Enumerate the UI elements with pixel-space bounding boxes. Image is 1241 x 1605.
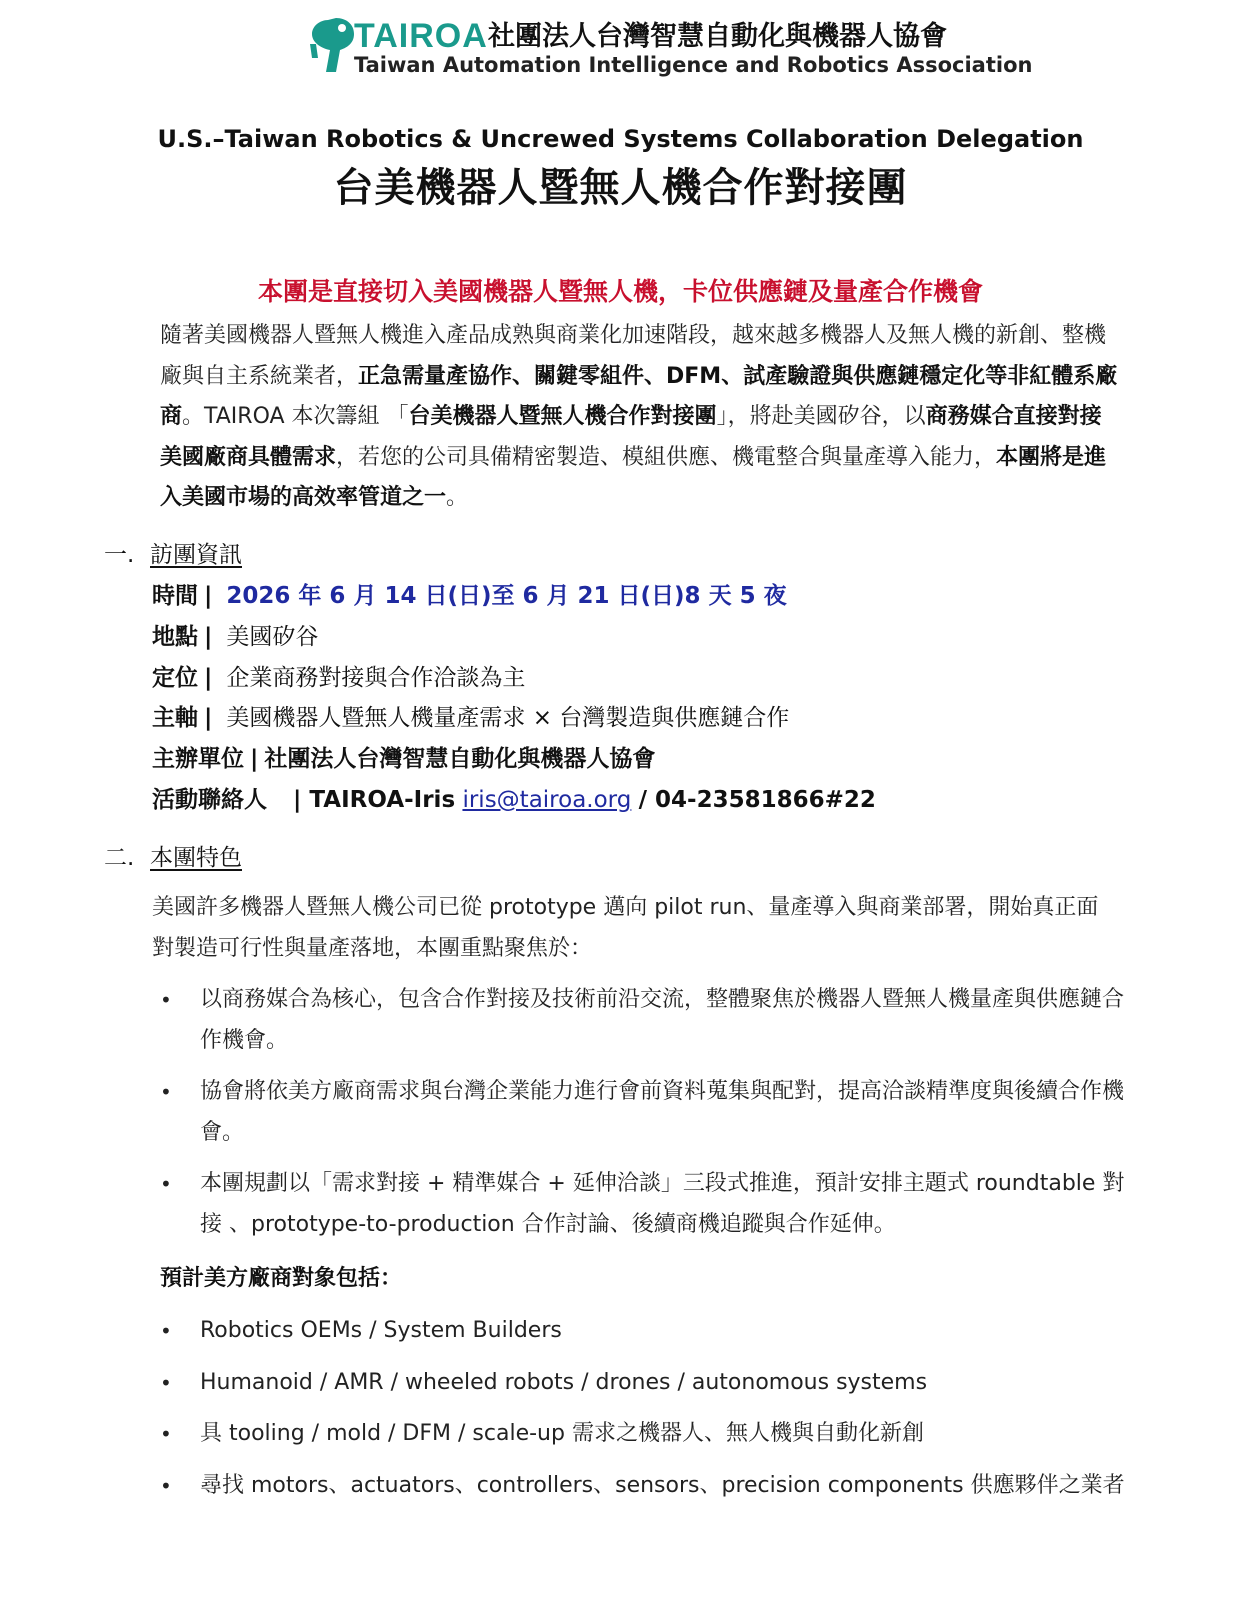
bullet-icon: • <box>160 1319 172 1343</box>
association-header <box>306 14 1033 80</box>
features-intro: 美國許多機器人暨無人機公司已從 prototype 邁向 pilot run、量產導入與商業部署，開始真正面對製造可行性與量產落地，本團重點聚焦於： <box>152 895 1099 961</box>
separator: | <box>204 705 213 732</box>
intro-bold-3: 商務媒合直接對接美國廠商具體需求 <box>160 404 1102 470</box>
info-row-organizer <box>152 739 1052 780</box>
bullet-icon: • <box>160 1080 172 1104</box>
intro-text-5: 。 <box>446 485 469 510</box>
list-item-text: 尋找 motors、actuators、controllers、sensors、precision components 供應夥伴之業者 <box>200 1472 1125 1498</box>
bullet-icon: • <box>160 1370 172 1395</box>
section-number: 二. <box>104 845 135 871</box>
list-item-text: 本團規劃以「需求對接 + 精準媒合 + 延伸洽談」三段式推進，預計安排主題式 roundtable 對接 、prototype-to-production 合作討論、後續商機追蹤與合作延伸。 <box>200 1171 1125 1237</box>
list-item <box>152 1414 1127 1455</box>
intro-bold-2: 台美機器人暨無人機合作對接團 <box>408 404 717 429</box>
info-value: 社團法人台灣智慧自動化與機器人協會 <box>264 746 656 773</box>
section-number: 一. <box>104 542 135 568</box>
list-item <box>152 1164 1127 1245</box>
list-item <box>152 1466 1127 1507</box>
brand-name: TAIROA <box>354 17 488 55</box>
intro-bold-1: 正急需量產協作、關鍵零組件、DFM、試產驗證與供應鏈穩定化等非紅體系廠商 <box>160 363 1118 429</box>
info-value: 美國矽谷 <box>226 623 319 650</box>
taiwan-robot-logo-icon <box>306 14 358 76</box>
list-item <box>152 980 1127 1061</box>
contact-phone: / 04-23581866#22 <box>638 786 876 813</box>
info-label: 時間 <box>152 583 198 609</box>
separator: | <box>204 664 213 691</box>
info-row-contact <box>152 780 1052 821</box>
info-row-position <box>152 658 1052 699</box>
intro-bold-4: 本團將是進入美國市場的高效率管道之一 <box>160 444 1107 510</box>
intro-text-1: 隨著美國機器人暨無人機進入產品成熟與商業化加速階段，越來越多機器人及無人機的新創、整機廠與自主系統業者， <box>160 323 1107 389</box>
section-heading-visit-info <box>104 538 242 572</box>
info-label: 主辦單位 <box>152 746 244 773</box>
info-value: 企業商務對接與合作洽談為主 <box>226 664 526 691</box>
title-chinese: 台美機器人暨無人機合作對接團 <box>333 165 908 211</box>
contact-name: TAIROA-Iris <box>309 786 456 813</box>
section-heading-features <box>104 841 242 875</box>
list-item <box>152 1363 1127 1404</box>
feature-bullet-list <box>152 980 1127 1245</box>
info-row-time <box>152 576 1052 617</box>
contact-email-link[interactable]: iris@tairoa.org <box>462 786 632 813</box>
list-item <box>152 1311 1127 1352</box>
info-label: 主軸 <box>152 705 198 732</box>
visit-info-list <box>152 576 1052 821</box>
separator: | <box>293 786 302 813</box>
separator: | <box>204 583 213 609</box>
list-item <box>152 1072 1127 1153</box>
list-item-text: 具 tooling / mold / DFM / scale-up 需求之機器人、無人機與自動化新創 <box>200 1421 924 1446</box>
list-item-text: 以商務媒合為核心，包含合作對接及技術前沿交流，整體聚焦於機器人暨無人機量產與供應鏈合作機會。 <box>200 987 1125 1053</box>
list-item-text: Robotics OEMs / System Builders <box>200 1318 562 1343</box>
intro-paragraph <box>160 316 1120 519</box>
info-label: 地點 <box>152 623 198 650</box>
info-row-axis <box>152 698 1052 739</box>
info-row-place <box>152 617 1052 658</box>
list-item-text: 協會將依美方廠商需求與台灣企業能力進行會前資料蒐集與配對，提高洽談精準度與後續合作機會。 <box>200 1079 1125 1145</box>
title-english: U.S.–Taiwan Robotics & Uncrewed Systems Collaboration Delegation <box>157 125 1084 153</box>
list-item-text: Humanoid / AMR / wheeled robots / drones / autonomous systems <box>200 1369 928 1395</box>
info-value: 2026 年 6 月 14 日(日)至 6 月 21 日(日)8 天 5 夜 <box>226 583 787 609</box>
headline: 本團是直接切入美國機器人暨無人機，卡位供應鏈及量產合作機會 <box>257 277 983 306</box>
association-name-en: Taiwan Automation Intelligence and Robotics Association <box>354 53 1033 77</box>
info-label: 定位 <box>152 664 198 691</box>
intro-text-2: 。TAIROA 本次籌組 「 <box>182 404 409 429</box>
intro-text-4: ，若您的公司具備精密製造、模組供應、機電整合與量產導入能力， <box>336 444 997 470</box>
association-name-zh: 社團法人台灣智慧自動化與機器人協會 <box>488 21 947 52</box>
intro-text-3: 」，將赴美國矽谷，以 <box>716 404 926 429</box>
section-title: 訪團資訊 <box>150 542 242 568</box>
separator: | <box>250 746 259 773</box>
bullet-icon: • <box>160 988 172 1012</box>
bullet-icon: • <box>160 1473 172 1498</box>
targets-heading: 預計美方廠商對象包括： <box>160 1266 403 1291</box>
section-title: 本團特色 <box>150 845 242 871</box>
bullet-icon: • <box>160 1172 172 1196</box>
info-value: 美國機器人暨無人機量產需求 × 台灣製造與供應鏈合作 <box>226 705 790 732</box>
separator: | <box>204 623 213 650</box>
info-label: 活動聯絡人 <box>152 786 267 813</box>
bullet-icon: • <box>160 1422 172 1446</box>
target-bullet-list <box>152 1311 1127 1506</box>
